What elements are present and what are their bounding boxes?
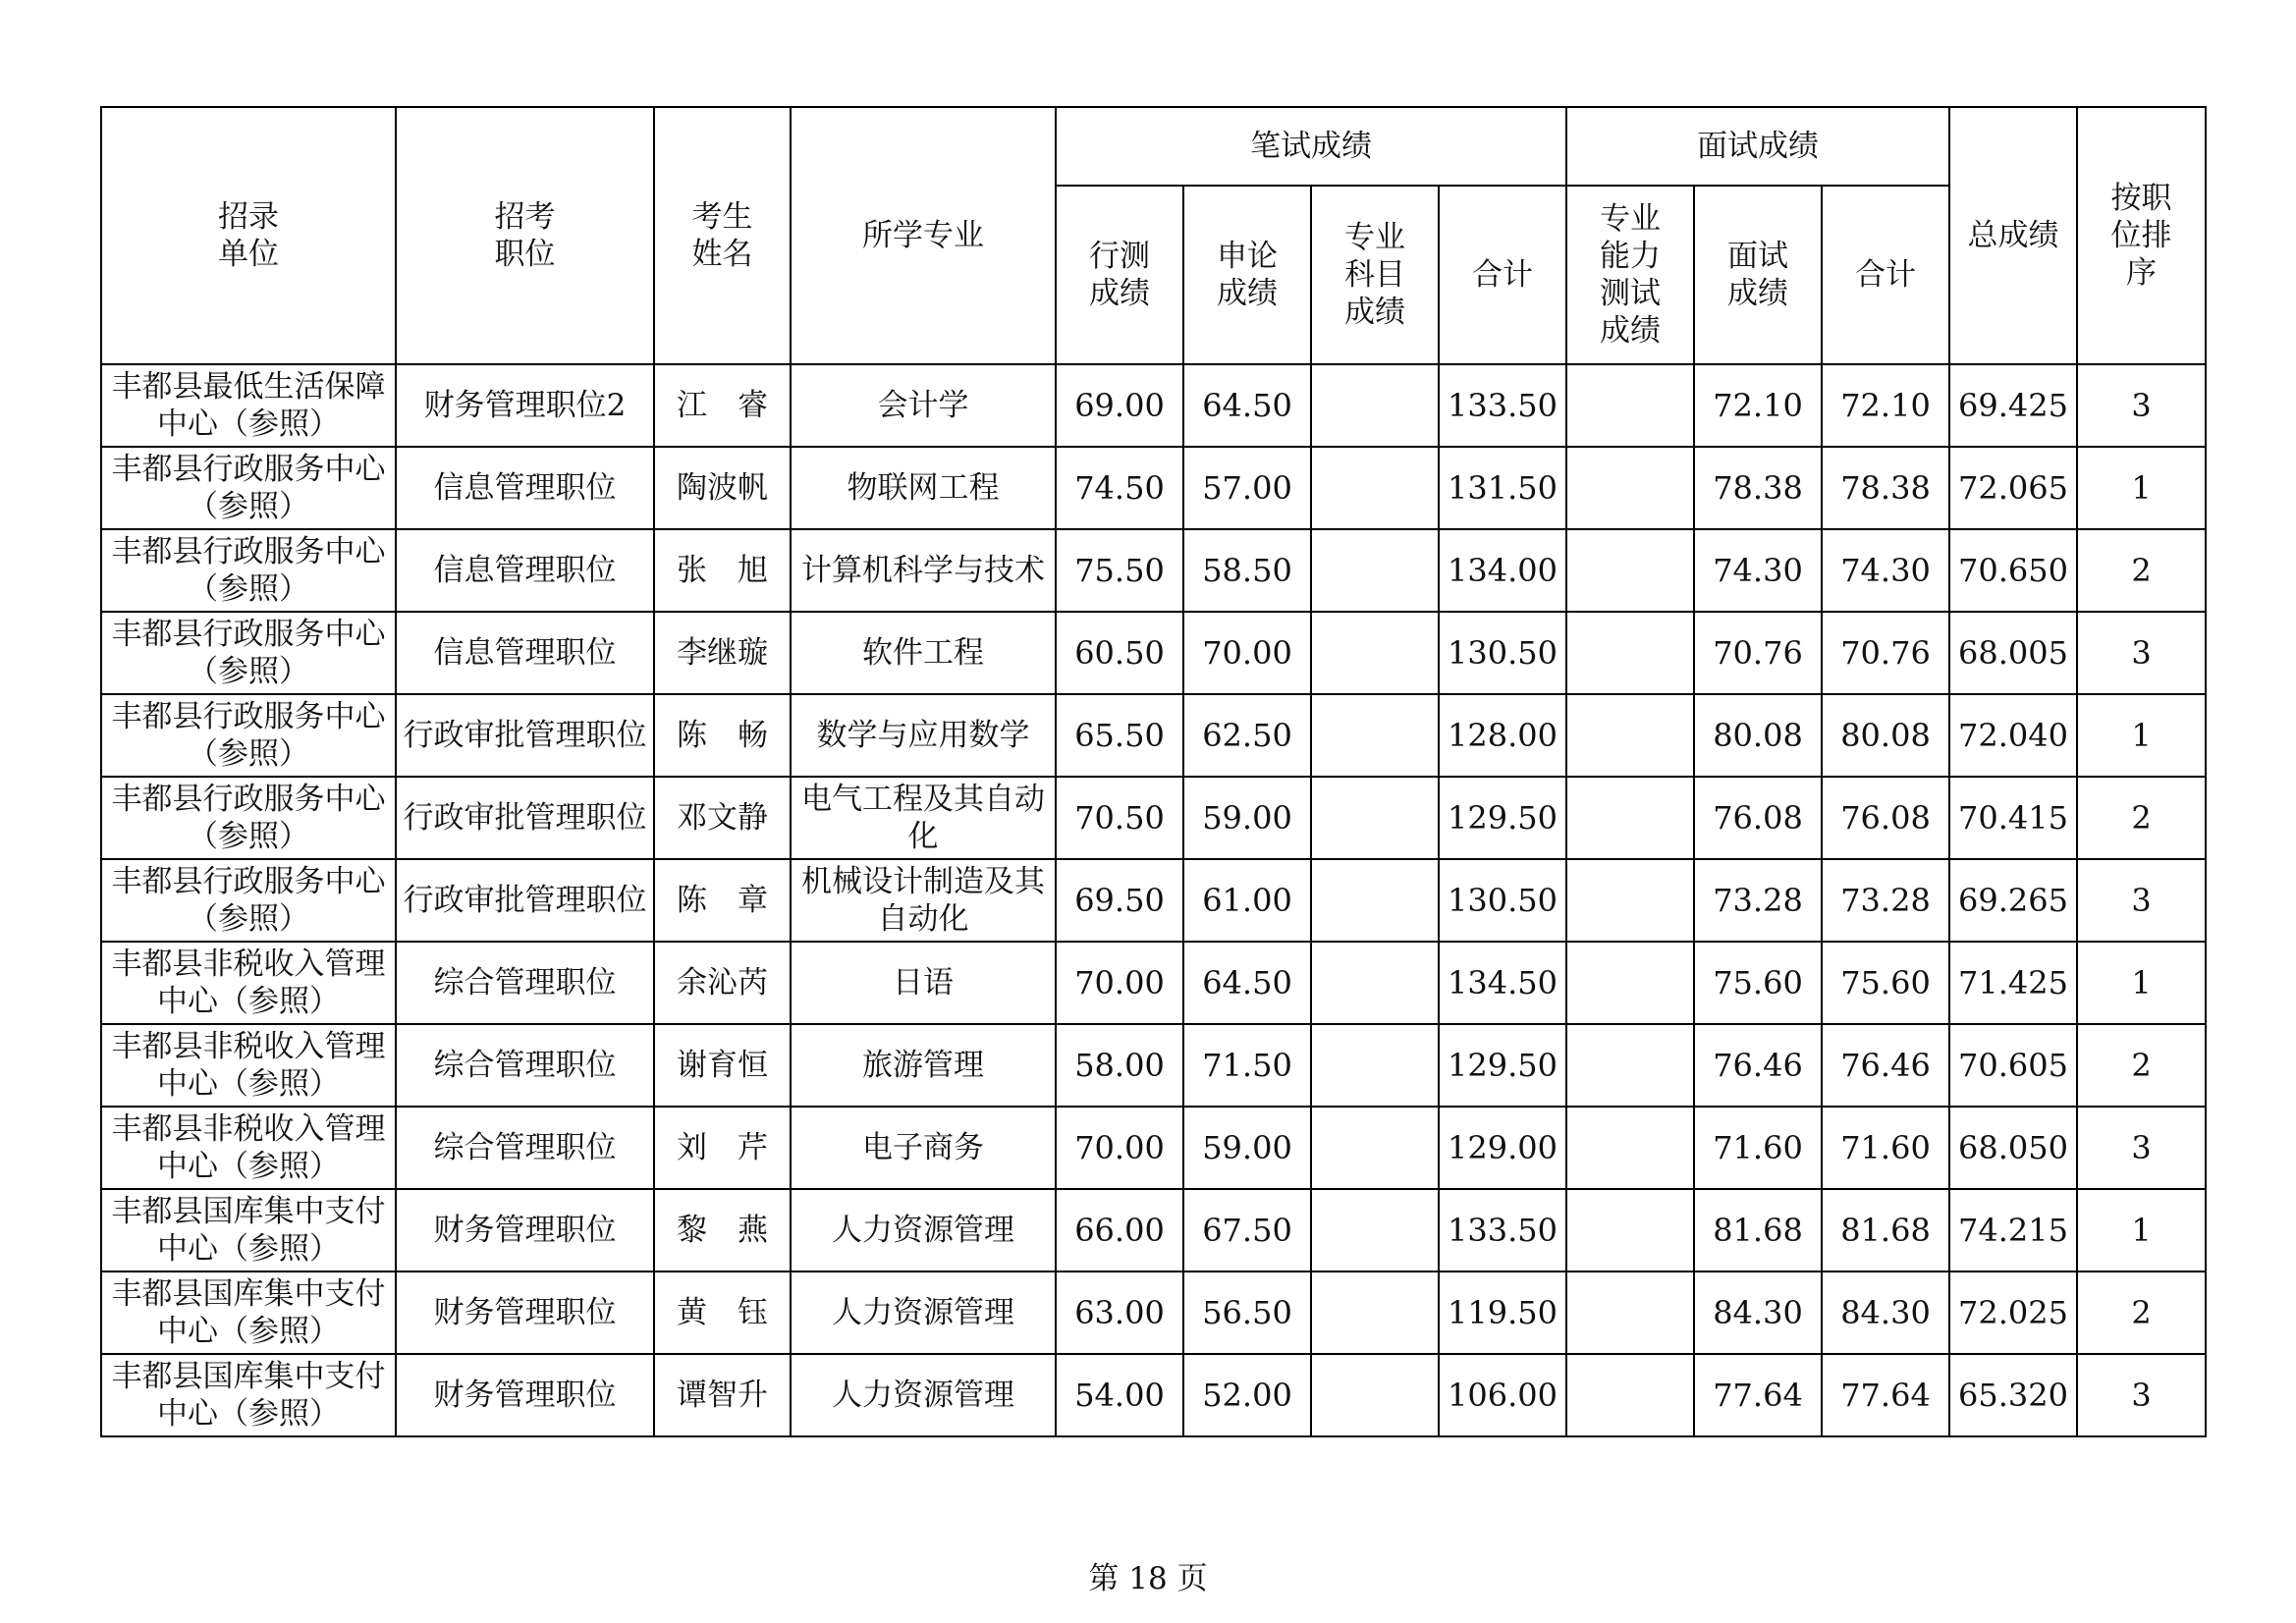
cell-name: 黄 钰 [654, 1271, 791, 1354]
cell-post: 行政审批管理职位 [396, 777, 654, 859]
cell-total: 72.025 [1949, 1271, 2077, 1354]
cell-rank: 3 [2077, 364, 2206, 447]
cell-post: 综合管理职位 [396, 1107, 654, 1189]
cell-written-total: 128.00 [1439, 694, 1566, 777]
cell-subject [1311, 942, 1439, 1024]
cell-subject [1311, 859, 1439, 942]
cell-xingce: 65.50 [1056, 694, 1183, 777]
cell-name: 张 旭 [654, 529, 791, 612]
cell-shenlun: 67.50 [1183, 1189, 1311, 1271]
cell-major: 机械设计制造及其自动化 [791, 859, 1056, 942]
cell-interview-total: 80.08 [1822, 694, 1949, 777]
cell-interview-total: 70.76 [1822, 612, 1949, 694]
cell-major: 软件工程 [791, 612, 1056, 694]
table-body [101, 364, 2206, 1436]
table-row [101, 529, 2206, 612]
cell-major: 计算机科学与技术 [791, 529, 1056, 612]
cell-interview: 84.30 [1694, 1271, 1822, 1354]
cell-ability [1566, 1107, 1694, 1189]
cell-rank: 1 [2077, 694, 2206, 777]
cell-written-total: 129.50 [1439, 1024, 1566, 1107]
cell-name: 黎 燕 [654, 1189, 791, 1271]
cell-interview-total: 74.30 [1822, 529, 1949, 612]
cell-subject [1311, 1024, 1439, 1107]
cell-xingce: 69.50 [1056, 859, 1183, 942]
cell-unit: 丰都县国库集中支付中心（参照） [101, 1271, 396, 1354]
cell-post: 行政审批管理职位 [396, 859, 654, 942]
cell-shenlun: 52.00 [1183, 1354, 1311, 1436]
cell-written-total: 130.50 [1439, 612, 1566, 694]
cell-major: 数学与应用数学 [791, 694, 1056, 777]
cell-ability [1566, 1271, 1694, 1354]
cell-unit: 丰都县国库集中支付中心（参照） [101, 1189, 396, 1271]
header-shenlun: 申论成绩 [1183, 186, 1311, 364]
cell-subject [1311, 612, 1439, 694]
cell-major: 日语 [791, 942, 1056, 1024]
cell-unit: 丰都县非税收入管理中心（参照） [101, 942, 396, 1024]
cell-unit: 丰都县行政服务中心（参照） [101, 612, 396, 694]
cell-written-total: 133.50 [1439, 364, 1566, 447]
cell-xingce: 54.00 [1056, 1354, 1183, 1436]
cell-ability [1566, 859, 1694, 942]
cell-post: 财务管理职位 [396, 1189, 654, 1271]
cell-total: 71.425 [1949, 942, 2077, 1024]
cell-shenlun: 62.50 [1183, 694, 1311, 777]
cell-rank: 1 [2077, 1189, 2206, 1271]
cell-shenlun: 59.00 [1183, 777, 1311, 859]
cell-major: 人力资源管理 [791, 1271, 1056, 1354]
cell-total: 68.005 [1949, 612, 2077, 694]
header-ability: 专业能力测试成绩 [1566, 186, 1694, 364]
cell-unit: 丰都县国库集中支付中心（参照） [101, 1354, 396, 1436]
cell-interview-total: 77.64 [1822, 1354, 1949, 1436]
cell-name: 余沁芮 [654, 942, 791, 1024]
cell-ability [1566, 1354, 1694, 1436]
cell-rank: 2 [2077, 1271, 2206, 1354]
cell-xingce: 66.00 [1056, 1189, 1183, 1271]
cell-major: 电气工程及其自动化 [791, 777, 1056, 859]
cell-ability [1566, 1189, 1694, 1271]
table-header [101, 107, 2206, 364]
cell-rank: 2 [2077, 1024, 2206, 1107]
cell-written-total: 133.50 [1439, 1189, 1566, 1271]
cell-interview: 76.08 [1694, 777, 1822, 859]
table-row [101, 694, 2206, 777]
header-major: 所学专业 [791, 107, 1056, 364]
cell-shenlun: 61.00 [1183, 859, 1311, 942]
cell-major: 旅游管理 [791, 1024, 1056, 1107]
cell-name: 李继璇 [654, 612, 791, 694]
cell-major: 人力资源管理 [791, 1189, 1056, 1271]
header-unit: 招录单位 [101, 107, 396, 364]
header-written-total: 合计 [1439, 186, 1566, 364]
cell-interview-total: 72.10 [1822, 364, 1949, 447]
cell-interview: 71.60 [1694, 1107, 1822, 1189]
cell-shenlun: 64.50 [1183, 364, 1311, 447]
header-total: 总成绩 [1949, 107, 2077, 364]
cell-post: 财务管理职位 [396, 1271, 654, 1354]
cell-total: 69.425 [1949, 364, 2077, 447]
cell-name: 陈 章 [654, 859, 791, 942]
cell-ability [1566, 529, 1694, 612]
header-written-group: 笔试成绩 [1056, 107, 1566, 186]
cell-interview-total: 76.08 [1822, 777, 1949, 859]
header-xingce: 行测成绩 [1056, 186, 1183, 364]
cell-interview: 78.38 [1694, 447, 1822, 529]
table-row [101, 1354, 2206, 1436]
cell-rank: 3 [2077, 612, 2206, 694]
cell-interview-total: 71.60 [1822, 1107, 1949, 1189]
cell-name: 谭智升 [654, 1354, 791, 1436]
cell-ability [1566, 694, 1694, 777]
cell-total: 70.650 [1949, 529, 2077, 612]
cell-ability [1566, 1024, 1694, 1107]
cell-shenlun: 70.00 [1183, 612, 1311, 694]
cell-shenlun: 59.00 [1183, 1107, 1311, 1189]
cell-total: 65.320 [1949, 1354, 2077, 1436]
cell-unit: 丰都县行政服务中心（参照） [101, 529, 396, 612]
cell-interview-total: 73.28 [1822, 859, 1949, 942]
cell-unit: 丰都县非税收入管理中心（参照） [101, 1107, 396, 1189]
cell-rank: 3 [2077, 1107, 2206, 1189]
cell-post: 信息管理职位 [396, 447, 654, 529]
cell-interview: 74.30 [1694, 529, 1822, 612]
cell-subject [1311, 1354, 1439, 1436]
cell-xingce: 70.00 [1056, 1107, 1183, 1189]
cell-name: 陈 畅 [654, 694, 791, 777]
cell-ability [1566, 942, 1694, 1024]
cell-major: 电子商务 [791, 1107, 1056, 1189]
cell-rank: 1 [2077, 942, 2206, 1024]
cell-shenlun: 57.00 [1183, 447, 1311, 529]
header-interview-total: 合计 [1822, 186, 1949, 364]
cell-rank: 2 [2077, 529, 2206, 612]
cell-shenlun: 58.50 [1183, 529, 1311, 612]
cell-unit: 丰都县行政服务中心（参照） [101, 859, 396, 942]
cell-name: 江 睿 [654, 364, 791, 447]
cell-interview: 72.10 [1694, 364, 1822, 447]
cell-written-total: 131.50 [1439, 447, 1566, 529]
cell-subject [1311, 1189, 1439, 1271]
cell-total: 70.605 [1949, 1024, 2077, 1107]
cell-rank: 1 [2077, 447, 2206, 529]
cell-interview: 70.76 [1694, 612, 1822, 694]
cell-interview: 80.08 [1694, 694, 1822, 777]
score-table [100, 106, 2207, 1437]
page-number: 第 18 页 [1088, 1561, 1208, 1596]
cell-xingce: 58.00 [1056, 1024, 1183, 1107]
table-row [101, 1189, 2206, 1271]
cell-xingce: 70.50 [1056, 777, 1183, 859]
cell-post: 综合管理职位 [396, 1024, 654, 1107]
table-row [101, 1271, 2206, 1354]
header-post: 招考职位 [396, 107, 654, 364]
cell-interview: 73.28 [1694, 859, 1822, 942]
cell-interview: 75.60 [1694, 942, 1822, 1024]
table-row [101, 612, 2206, 694]
cell-total: 74.215 [1949, 1189, 2077, 1271]
cell-subject [1311, 1107, 1439, 1189]
cell-name: 陶波帆 [654, 447, 791, 529]
cell-subject [1311, 777, 1439, 859]
header-interview-group: 面试成绩 [1566, 107, 1949, 186]
cell-interview-total: 81.68 [1822, 1189, 1949, 1271]
cell-interview: 76.46 [1694, 1024, 1822, 1107]
cell-post: 财务管理职位2 [396, 364, 654, 447]
header-subject: 专业科目成绩 [1311, 186, 1439, 364]
cell-name: 刘 芹 [654, 1107, 791, 1189]
table-row [101, 777, 2206, 859]
cell-xingce: 63.00 [1056, 1271, 1183, 1354]
cell-interview: 81.68 [1694, 1189, 1822, 1271]
cell-written-total: 119.50 [1439, 1271, 1566, 1354]
cell-xingce: 70.00 [1056, 942, 1183, 1024]
cell-shenlun: 56.50 [1183, 1271, 1311, 1354]
cell-subject [1311, 447, 1439, 529]
table-row [101, 1024, 2206, 1107]
table-row [101, 859, 2206, 942]
cell-ability [1566, 447, 1694, 529]
cell-written-total: 134.50 [1439, 942, 1566, 1024]
cell-shenlun: 71.50 [1183, 1024, 1311, 1107]
cell-total: 70.415 [1949, 777, 2077, 859]
cell-unit: 丰都县行政服务中心（参照） [101, 694, 396, 777]
cell-unit: 丰都县非税收入管理中心（参照） [101, 1024, 396, 1107]
cell-major: 人力资源管理 [791, 1354, 1056, 1436]
cell-unit: 丰都县行政服务中心（参照） [101, 777, 396, 859]
cell-shenlun: 64.50 [1183, 942, 1311, 1024]
cell-rank: 3 [2077, 1354, 2206, 1436]
cell-interview: 77.64 [1694, 1354, 1822, 1436]
cell-post: 行政审批管理职位 [396, 694, 654, 777]
cell-post: 财务管理职位 [396, 1354, 654, 1436]
cell-ability [1566, 612, 1694, 694]
cell-subject [1311, 529, 1439, 612]
cell-post: 综合管理职位 [396, 942, 654, 1024]
table-row [101, 942, 2206, 1024]
cell-total: 68.050 [1949, 1107, 2077, 1189]
cell-ability [1566, 364, 1694, 447]
cell-major: 物联网工程 [791, 447, 1056, 529]
table-row [101, 364, 2206, 447]
cell-xingce: 74.50 [1056, 447, 1183, 529]
cell-xingce: 69.00 [1056, 364, 1183, 447]
cell-rank: 3 [2077, 859, 2206, 942]
cell-written-total: 130.50 [1439, 859, 1566, 942]
cell-interview-total: 75.60 [1822, 942, 1949, 1024]
table-row [101, 447, 2206, 529]
header-interview: 面试成绩 [1694, 186, 1822, 364]
cell-subject [1311, 364, 1439, 447]
cell-name: 邓文静 [654, 777, 791, 859]
header-rank: 按职位排序 [2077, 107, 2206, 364]
cell-interview-total: 84.30 [1822, 1271, 1949, 1354]
table-row [101, 1107, 2206, 1189]
cell-unit: 丰都县行政服务中心（参照） [101, 447, 396, 529]
cell-unit: 丰都县最低生活保障中心（参照） [101, 364, 396, 447]
cell-written-total: 106.00 [1439, 1354, 1566, 1436]
header-name: 考生姓名 [654, 107, 791, 364]
cell-total: 69.265 [1949, 859, 2077, 942]
cell-xingce: 75.50 [1056, 529, 1183, 612]
cell-interview-total: 78.38 [1822, 447, 1949, 529]
cell-post: 信息管理职位 [396, 612, 654, 694]
cell-written-total: 134.00 [1439, 529, 1566, 612]
cell-major: 会计学 [791, 364, 1056, 447]
cell-rank: 2 [2077, 777, 2206, 859]
cell-subject [1311, 1271, 1439, 1354]
cell-written-total: 129.00 [1439, 1107, 1566, 1189]
cell-ability [1566, 777, 1694, 859]
cell-post: 信息管理职位 [396, 529, 654, 612]
cell-subject [1311, 694, 1439, 777]
cell-interview-total: 76.46 [1822, 1024, 1949, 1107]
cell-xingce: 60.50 [1056, 612, 1183, 694]
cell-name: 谢育恒 [654, 1024, 791, 1107]
cell-written-total: 129.50 [1439, 777, 1566, 859]
cell-total: 72.065 [1949, 447, 2077, 529]
cell-total: 72.040 [1949, 694, 2077, 777]
